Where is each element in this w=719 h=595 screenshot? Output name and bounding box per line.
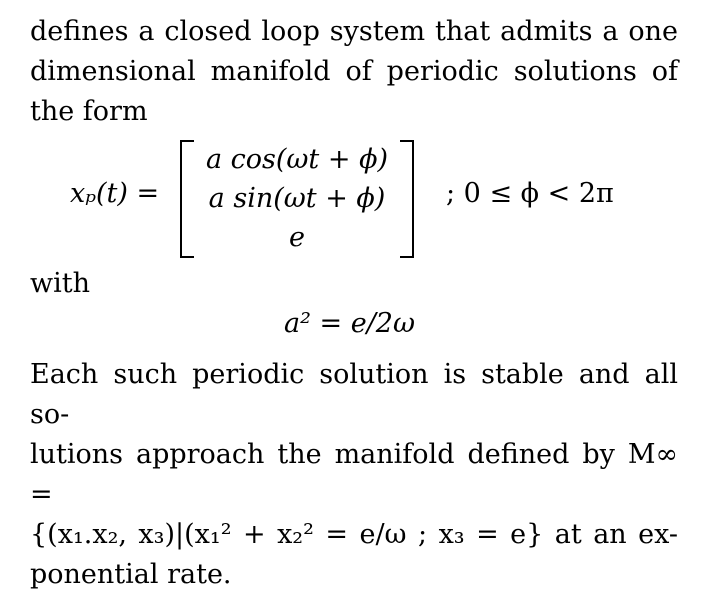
matrix-row-1: a cos(ωt + ϕ) [205, 144, 389, 175]
right-bracket [400, 140, 414, 258]
phase-condition: ; 0 ≤ ϕ < 2π [446, 178, 614, 209]
text-line: {(x₁.x₂, x₃)|(x₁² + x₂² = e/ω ; x₃ = e} at an ex- [30, 519, 678, 550]
text-line: lutions approach the manifold defined by M∞ = [30, 439, 678, 510]
amplitude-equation: a² = e/2ω [284, 308, 415, 339]
paragraph-intro [30, 12, 678, 132]
left-bracket [180, 140, 194, 258]
text-line: the form [30, 96, 148, 127]
periodic-solution-matrix [180, 140, 414, 258]
text-line: defines a closed loop system that admits a one [30, 16, 678, 47]
text-line: dimensional manifold of periodic solutions of [30, 56, 678, 87]
matrix-row-3: e [289, 222, 305, 253]
text-line: Each such periodic solution is stable and all so- [30, 359, 678, 430]
with-label: with [30, 268, 90, 299]
paragraph-stability [30, 355, 678, 595]
matrix-row-2: a sin(ωt + ϕ) [208, 183, 386, 214]
equation-lhs: xₚ(t) = [70, 178, 160, 209]
text-line: ponential rate. [30, 559, 232, 590]
